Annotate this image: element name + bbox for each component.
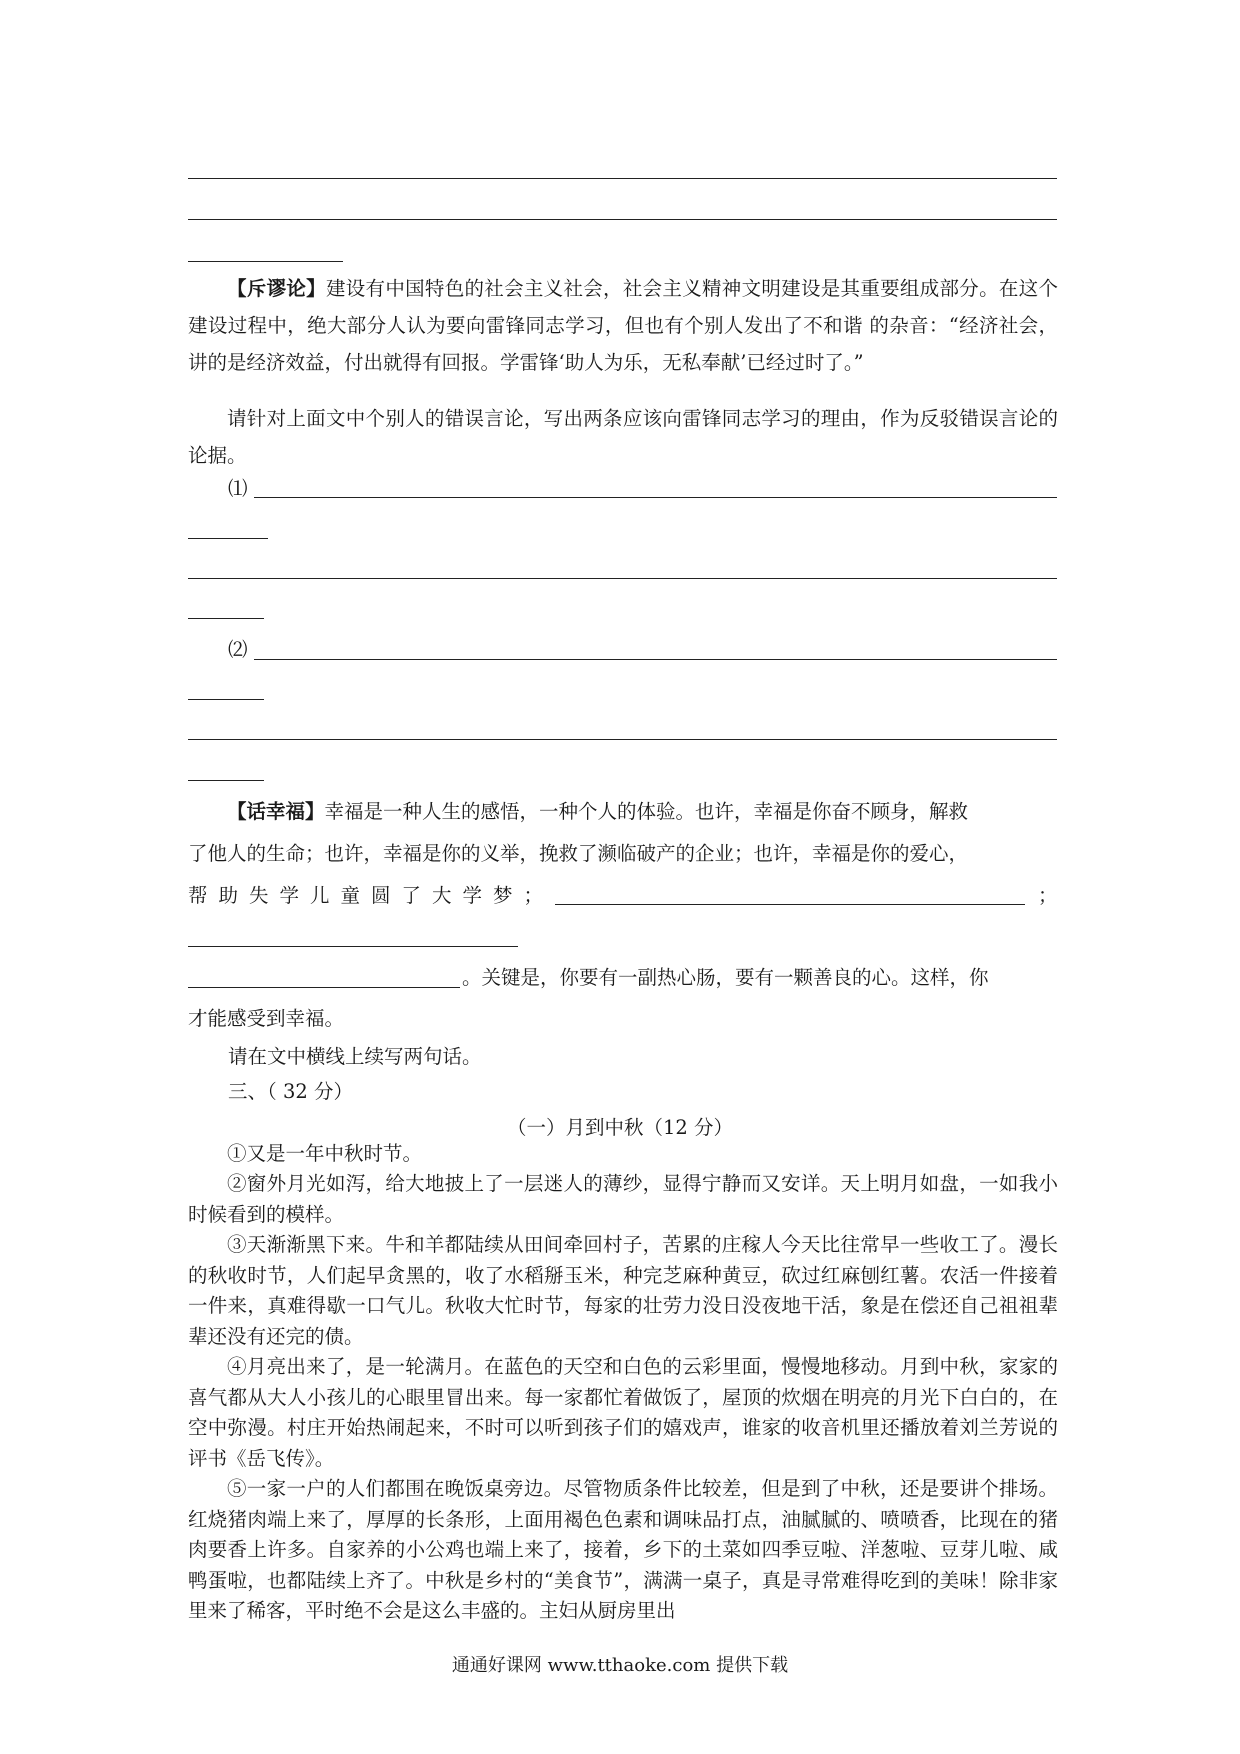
- happiness-line-3: 帮助失学儿童圆了大学梦；: [188, 884, 555, 907]
- happiness-semicolon: ；: [1038, 884, 1058, 907]
- section-three-heading: 三、（ 32 分）: [228, 1080, 353, 1103]
- answer-line-item-2[interactable]: [254, 659, 1057, 660]
- happiness-blank-1[interactable]: [555, 904, 1025, 905]
- answer-line[interactable]: [188, 219, 1057, 220]
- reading-paragraph-2: ②窗外月光如泻，给大地披上了一层迷人的薄纱，显得宁静而又安详。天上明月如盘，一如我小时候看到的模样。: [188, 1172, 1058, 1226]
- answer-line[interactable]: [188, 178, 1057, 179]
- answer-line-short[interactable]: [188, 538, 268, 539]
- section-three-subheading: （一）月到中秋（12 分）: [506, 1116, 733, 1139]
- answer-line-short[interactable]: [188, 261, 343, 262]
- page-footer: 通通好课网 www.tthaoke.com 提供下载: [451, 1655, 789, 1676]
- happiness-tag: 【话幸福】: [227, 800, 325, 823]
- answer-item-1-label: ⑴: [228, 477, 248, 500]
- answer-line[interactable]: [188, 578, 1057, 579]
- criticism-body: 建设有中国特色的社会主义社会，社会主义精神文明建设是其重要组成部分。在这个建设过程中，绝大部分人认为要向雷锋同志学习，但也有个别人发出了不和谐 的杂音：“经济社会，讲的是经济效益，付出就得有回报。学雷锋‘助人为乐，无私奉献’已经过时了。”: [188, 277, 1058, 374]
- happiness-blank-1-cont[interactable]: [188, 946, 518, 947]
- happiness-line-1: 【话幸福】幸福是一种人生的感悟，一种个人的体验。也许，幸福是你奋不顾身，解救: [227, 800, 969, 823]
- answer-line-short[interactable]: [188, 699, 264, 700]
- criticism-paragraph: [188, 270, 1058, 381]
- reading-paragraph-4: ④月亮出来了，是一轮满月。在蓝色的天空和白色的云彩里面，慢慢地移动。月到中秋，家家的喜气都从大人小孩儿的心眼里冒出来。每一家都忙着做饭了，屋顶的炊烟在明亮的月光下白白的，在空中弥漫。村庄开始热闹起来，不时可以听到孩子们的嬉戏声，谁家的收音机里还播放着刘兰芳说的评书《岳飞传》。: [188, 1355, 1058, 1470]
- answer-line-short[interactable]: [188, 618, 264, 619]
- happiness-instruction: 请在文中横线上续写两句话。: [228, 1045, 482, 1068]
- reading-paragraph-1: ①又是一年中秋时节。: [227, 1142, 423, 1165]
- happiness-blank-2[interactable]: [188, 987, 460, 988]
- happiness-line-5: 才能感受到幸福。: [188, 1007, 345, 1030]
- happiness-line-2: 了他人的生命；也许，幸福是你的义举，挽救了濒临破产的企业；也许，幸福是你的爱心，: [188, 842, 969, 865]
- answer-item-2-label: ⑵: [228, 638, 248, 661]
- answer-line[interactable]: [188, 739, 1057, 740]
- answer-line-item-1[interactable]: [254, 497, 1057, 498]
- criticism-instruction: 请针对上面文中个别人的错误言论，写出两条应该向雷锋同志学习的理由，作为反驳错误言论的论据。: [188, 407, 1058, 467]
- reading-paragraph-5: ⑤一家一户的人们都围在晚饭桌旁边。尽管物质条件比较差，但是到了中秋，还是要讲个排场。红烧猪肉端上来了，厚厚的长条形，上面用褐色色素和调味品打点，油腻腻的、喷喷香，比现在的猪肉要香上许多。自家养的小公鸡也端上来了，接着，乡下的土菜如四季豆啦、洋葱啦、豆芽儿啦、咸鸭蛋啦，也都陆续上齐了。中秋是乡村的“美食节”，满满一桌子，真是寻常难得吃到的美味！除非家里来了稀客，平时绝不会是这么丰盛的。主妇从厨房里出: [188, 1477, 1058, 1622]
- criticism-tag: 【斥谬论】: [227, 277, 326, 300]
- happiness-line-4: 。关键是，你要有一副热心肠，要有一颗善良的心。这样，你: [462, 966, 989, 989]
- reading-paragraph-3: ③天渐渐黑下来。牛和羊都陆续从田间牵回村子，苦累的庄稼人今天比往常早一些收工了。漫长的秋收时节，人们起早贪黑的，收了水稻掰玉米，种完芝麻种黄豆，砍过红麻刨红薯。农活一件接着一件来，真难得歇一口气儿。秋收大忙时节，每家的壮劳力没日没夜地干活，象是在偿还自己祖祖辈辈还没有还完的债。: [188, 1233, 1058, 1348]
- answer-line-short[interactable]: [188, 780, 264, 781]
